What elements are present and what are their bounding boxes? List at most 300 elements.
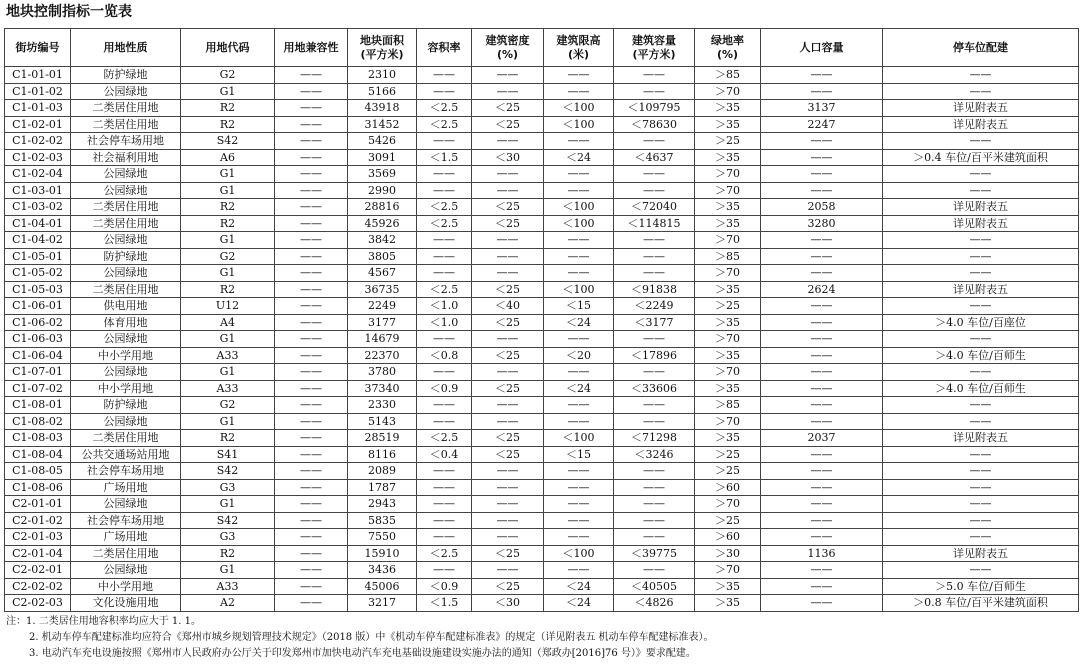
table-cell: ——: [883, 331, 1079, 348]
table-cell: ——: [472, 67, 544, 84]
table-cell: 公园绿地: [71, 364, 181, 381]
table-cell: G2: [181, 67, 275, 84]
table-cell: ——: [472, 562, 544, 579]
table-cell: ——: [614, 496, 695, 513]
table-cell: ——: [417, 512, 472, 529]
table-cell: ——: [275, 83, 348, 100]
table-cell: ＜72040: [614, 199, 695, 216]
table-row: [5, 331, 1079, 348]
table-cell: R2: [181, 430, 275, 447]
table-cell: ＜100: [544, 545, 614, 562]
table-cell: G3: [181, 479, 275, 496]
table-row: [5, 430, 1079, 447]
table-cell: ——: [472, 413, 544, 430]
table-cell: 中小学用地: [71, 347, 181, 364]
table-cell: ——: [275, 133, 348, 150]
table-row: [5, 463, 1079, 480]
table-cell: ——: [883, 133, 1079, 150]
table-cell: ＜25: [472, 116, 544, 133]
table-cell: S41: [181, 446, 275, 463]
table-row: [5, 248, 1079, 265]
table-cell: ——: [472, 133, 544, 150]
table-cell: ——: [472, 529, 544, 546]
table-cell: ——: [761, 248, 883, 265]
table-row: [5, 314, 1079, 331]
table-cell: ——: [544, 166, 614, 183]
header-cell: 建筑限高 (米): [544, 29, 614, 67]
table-cell: ——: [275, 380, 348, 397]
table-cell: ——: [275, 595, 348, 612]
table-cell: 公园绿地: [71, 413, 181, 430]
table-cell: ——: [614, 562, 695, 579]
table-cell: ＜2.5: [417, 215, 472, 232]
table-cell: C1-02-03: [5, 149, 71, 166]
table-cell: ——: [275, 562, 348, 579]
table-cell: ——: [275, 265, 348, 282]
table-cell: R2: [181, 116, 275, 133]
table-cell: ＞60: [695, 529, 761, 546]
table-cell: 3177: [348, 314, 417, 331]
table-cell: ——: [417, 562, 472, 579]
table-cell: ——: [275, 496, 348, 513]
table-cell: ——: [761, 512, 883, 529]
table-cell: 3842: [348, 232, 417, 249]
table-cell: ——: [275, 430, 348, 447]
table-cell: ——: [417, 265, 472, 282]
table-cell: C1-08-04: [5, 446, 71, 463]
table-cell: A6: [181, 149, 275, 166]
table-cell: C1-03-02: [5, 199, 71, 216]
table-cell: ——: [417, 83, 472, 100]
table-cell: ——: [544, 397, 614, 414]
table-cell: G1: [181, 562, 275, 579]
table-cell: ——: [275, 116, 348, 133]
table-cell: ＜78630: [614, 116, 695, 133]
table-cell: ——: [614, 232, 695, 249]
table-cell: ＞70: [695, 496, 761, 513]
table-cell: ＜25: [472, 347, 544, 364]
header-row: [5, 29, 1079, 67]
table-cell: ——: [275, 397, 348, 414]
table-cell: ——: [417, 479, 472, 496]
table-cell: R2: [181, 281, 275, 298]
table-cell: 广场用地: [71, 529, 181, 546]
table-cell: ＜100: [544, 199, 614, 216]
table-row: [5, 67, 1079, 84]
table-cell: ＞0.8 车位/百平米建筑面积: [883, 595, 1079, 612]
table-cell: ＞35: [695, 149, 761, 166]
table-cell: ——: [614, 479, 695, 496]
table-cell: 公园绿地: [71, 496, 181, 513]
table-cell: A33: [181, 380, 275, 397]
table-cell: ＜25: [472, 545, 544, 562]
table-cell: 社会停车场用地: [71, 463, 181, 480]
table-cell: ＞35: [695, 578, 761, 595]
table-cell: C1-03-01: [5, 182, 71, 199]
table-cell: ＜25: [472, 215, 544, 232]
table-cell: G1: [181, 232, 275, 249]
table-cell: ——: [472, 463, 544, 480]
table-cell: 43918: [348, 100, 417, 117]
table-cell: ——: [761, 578, 883, 595]
table-cell: ——: [761, 446, 883, 463]
note-3: 3. 电动汽车充电设施按照《郑州市人民政府办公厅关于印发郑州市加快电动汽车充电基础设施建设实施办法的通知（郑政办[2016]76 号）》要求配建。: [29, 648, 696, 659]
table-cell: ＜91838: [614, 281, 695, 298]
table-cell: 二类居住用地: [71, 430, 181, 447]
table-cell: 详见附表五: [883, 545, 1079, 562]
table-cell: ——: [883, 364, 1079, 381]
table-cell: ＞25: [695, 512, 761, 529]
table-cell: 详见附表五: [883, 430, 1079, 447]
table-cell: ——: [761, 67, 883, 84]
table-cell: ＞70: [695, 562, 761, 579]
table-cell: ＜3246: [614, 446, 695, 463]
table-cell: C1-04-02: [5, 232, 71, 249]
table-cell: R2: [181, 215, 275, 232]
table-cell: ＞85: [695, 67, 761, 84]
table-cell: ——: [275, 347, 348, 364]
table-cell: ＞4.0 车位/百师生: [883, 347, 1079, 364]
table-cell: ＜2.5: [417, 100, 472, 117]
table-cell: ——: [883, 265, 1079, 282]
table-cell: ——: [544, 83, 614, 100]
table-cell: 公园绿地: [71, 83, 181, 100]
header-cell: 建筑密度 (%): [472, 29, 544, 67]
table-cell: ——: [417, 166, 472, 183]
table-cell: ——: [544, 364, 614, 381]
table-cell: 社会停车场用地: [71, 133, 181, 150]
table-cell: ＜100: [544, 430, 614, 447]
table-cell: ——: [417, 413, 472, 430]
table-cell: 详见附表五: [883, 116, 1079, 133]
table-cell: ＞70: [695, 331, 761, 348]
table-cell: 二类居住用地: [71, 545, 181, 562]
table-cell: C1-01-01: [5, 67, 71, 84]
table-cell: ——: [761, 182, 883, 199]
header-cell: 用地兼容性: [275, 29, 348, 67]
table-cell: ——: [275, 529, 348, 546]
table-cell: ＞35: [695, 430, 761, 447]
table-cell: ＞25: [695, 298, 761, 315]
table-cell: ——: [472, 496, 544, 513]
table-cell: 2247: [761, 116, 883, 133]
table-cell: ＜3177: [614, 314, 695, 331]
table-cell: ——: [275, 479, 348, 496]
table-cell: ——: [275, 166, 348, 183]
table-cell: 中小学用地: [71, 578, 181, 595]
header-cell: 绿地率 (%): [695, 29, 761, 67]
table-cell: ＞85: [695, 248, 761, 265]
table-cell: G2: [181, 248, 275, 265]
table-cell: 详见附表五: [883, 281, 1079, 298]
table-cell: ——: [417, 397, 472, 414]
table-cell: 二类居住用地: [71, 116, 181, 133]
table-cell: 二类居住用地: [71, 281, 181, 298]
table-cell: 二类居住用地: [71, 100, 181, 117]
table-cell: 2089: [348, 463, 417, 480]
table-cell: ＜30: [472, 595, 544, 612]
table-cell: S42: [181, 512, 275, 529]
table-cell: 5426: [348, 133, 417, 150]
table-cell: 22370: [348, 347, 417, 364]
table-cell: ＞85: [695, 397, 761, 414]
table-row: [5, 298, 1079, 315]
table-cell: ＜15: [544, 298, 614, 315]
table-cell: 防护绿地: [71, 67, 181, 84]
table-cell: ——: [614, 265, 695, 282]
table-cell: ＜24: [544, 380, 614, 397]
table-cell: ——: [544, 463, 614, 480]
table-cell: ——: [275, 512, 348, 529]
table-row: [5, 166, 1079, 183]
table-cell: ——: [614, 529, 695, 546]
table-cell: ——: [472, 512, 544, 529]
header-cell: 用地代码: [181, 29, 275, 67]
table-cell: ＜30: [472, 149, 544, 166]
table-row: [5, 281, 1079, 298]
table-cell: ——: [614, 463, 695, 480]
table-cell: 公共交通场站用地: [71, 446, 181, 463]
table-cell: ＜39775: [614, 545, 695, 562]
table-cell: ——: [275, 413, 348, 430]
table-cell: ——: [761, 83, 883, 100]
table-cell: 2990: [348, 182, 417, 199]
table-cell: C1-02-04: [5, 166, 71, 183]
header-cell: 停车位配建: [883, 29, 1079, 67]
table-cell: 37340: [348, 380, 417, 397]
table-cell: ——: [472, 397, 544, 414]
table-cell: 2058: [761, 199, 883, 216]
table-cell: ——: [275, 149, 348, 166]
table-cell: A4: [181, 314, 275, 331]
table-cell: ——: [883, 562, 1079, 579]
note-2: 2. 机动车停车配建标准均应符合《郑州市城乡规划管理技术规定》（2018 版）中《机动车停车配建标准表》的规定（详见附表五 机动车停车配建标准表）。: [29, 632, 714, 643]
table-cell: ——: [761, 298, 883, 315]
table-cell: ——: [761, 232, 883, 249]
table-cell: 3137: [761, 100, 883, 117]
table-cell: ＜1.5: [417, 595, 472, 612]
table-cell: 5835: [348, 512, 417, 529]
table-cell: ——: [544, 496, 614, 513]
table-cell: C1-05-03: [5, 281, 71, 298]
table-cell: ——: [544, 512, 614, 529]
table-cell: ＞35: [695, 215, 761, 232]
table-row: [5, 578, 1079, 595]
table-cell: ——: [417, 463, 472, 480]
table-cell: ＞35: [695, 116, 761, 133]
table-cell: ＞25: [695, 133, 761, 150]
table-row: [5, 545, 1079, 562]
table-row: [5, 479, 1079, 496]
table-cell: ＜114815: [614, 215, 695, 232]
table-title: 地块控制指标一览表: [6, 4, 132, 20]
table-cell: 3280: [761, 215, 883, 232]
table-cell: 28519: [348, 430, 417, 447]
table-cell: 体育用地: [71, 314, 181, 331]
table-cell: ——: [883, 413, 1079, 430]
table-cell: 防护绿地: [71, 397, 181, 414]
table-cell: ——: [614, 413, 695, 430]
table-row: [5, 199, 1079, 216]
table-cell: 公园绿地: [71, 562, 181, 579]
table-cell: G1: [181, 364, 275, 381]
header-cell: 街坊编号: [5, 29, 71, 67]
table-cell: 7550: [348, 529, 417, 546]
table-cell: ——: [883, 166, 1079, 183]
table-cell: ——: [761, 413, 883, 430]
table-cell: ——: [761, 314, 883, 331]
table-row: [5, 232, 1079, 249]
table-cell: C1-06-04: [5, 347, 71, 364]
table-cell: ——: [472, 166, 544, 183]
table-cell: 详见附表五: [883, 199, 1079, 216]
table-cell: ——: [614, 397, 695, 414]
table-cell: ——: [883, 446, 1079, 463]
table-cell: A33: [181, 578, 275, 595]
table-cell: ＜33606: [614, 380, 695, 397]
table-cell: ——: [544, 67, 614, 84]
table-row: [5, 397, 1079, 414]
table-cell: C2-02-01: [5, 562, 71, 579]
table-cell: ——: [614, 248, 695, 265]
table-cell: ——: [275, 100, 348, 117]
table-cell: C1-08-03: [5, 430, 71, 447]
table-row: [5, 529, 1079, 546]
table-cell: ——: [417, 133, 472, 150]
table-row: [5, 364, 1079, 381]
table-cell: C2-02-02: [5, 578, 71, 595]
table-cell: ＞70: [695, 265, 761, 282]
table-cell: G1: [181, 265, 275, 282]
table-cell: ——: [544, 182, 614, 199]
table-cell: ——: [614, 83, 695, 100]
table-row: [5, 215, 1079, 232]
table-cell: ——: [544, 331, 614, 348]
table-cell: G3: [181, 529, 275, 546]
note-1: 注：1. 二类居住用地容积率均应大于 1. 1。: [6, 616, 201, 627]
table-cell: ——: [761, 380, 883, 397]
table-cell: G1: [181, 166, 275, 183]
table-row: [5, 116, 1079, 133]
table-row: [5, 182, 1079, 199]
table-cell: ＜71298: [614, 430, 695, 447]
table-cell: ＜0.8: [417, 347, 472, 364]
table-cell: ＜25: [472, 199, 544, 216]
table-row: [5, 562, 1079, 579]
table-cell: C1-04-01: [5, 215, 71, 232]
table-cell: 8116: [348, 446, 417, 463]
table-cell: ＜25: [472, 314, 544, 331]
header-cell: 地块面积 (平方米): [348, 29, 417, 67]
table-cell: ——: [614, 512, 695, 529]
table-cell: ＜100: [544, 215, 614, 232]
table-cell: 5166: [348, 83, 417, 100]
table-cell: ＜4637: [614, 149, 695, 166]
table-cell: ＜40: [472, 298, 544, 315]
table-cell: 45926: [348, 215, 417, 232]
table-cell: 2249: [348, 298, 417, 315]
table-cell: ——: [761, 562, 883, 579]
table-cell: ——: [472, 232, 544, 249]
table-cell: ——: [472, 248, 544, 265]
table-cell: ——: [614, 166, 695, 183]
table-cell: ——: [275, 314, 348, 331]
table-cell: R2: [181, 199, 275, 216]
table-cell: C1-05-02: [5, 265, 71, 282]
table-cell: ＞25: [695, 463, 761, 480]
table-cell: ＞35: [695, 199, 761, 216]
table-cell: 3780: [348, 364, 417, 381]
table-row: [5, 496, 1079, 513]
table-cell: ＜4826: [614, 595, 695, 612]
table-cell: ＞35: [695, 314, 761, 331]
table-cell: ——: [761, 166, 883, 183]
table-cell: ——: [544, 413, 614, 430]
table-cell: ——: [544, 133, 614, 150]
table-cell: ＞70: [695, 83, 761, 100]
header-cell: 建筑容量 (平方米): [614, 29, 695, 67]
table-cell: ＞35: [695, 100, 761, 117]
table-cell: ——: [761, 133, 883, 150]
table-cell: G1: [181, 413, 275, 430]
table-cell: ＜1.0: [417, 298, 472, 315]
table-cell: ——: [275, 364, 348, 381]
table-cell: C1-08-05: [5, 463, 71, 480]
table-cell: ＞60: [695, 479, 761, 496]
table-cell: ——: [417, 232, 472, 249]
table-cell: ＞25: [695, 446, 761, 463]
table-cell: ——: [472, 265, 544, 282]
table-cell: ——: [614, 364, 695, 381]
table-cell: ＞70: [695, 364, 761, 381]
table-cell: 2330: [348, 397, 417, 414]
table-cell: C2-01-01: [5, 496, 71, 513]
table-cell: ——: [544, 248, 614, 265]
table-cell: ——: [761, 479, 883, 496]
table-cell: ＜100: [544, 281, 614, 298]
table-cell: 15910: [348, 545, 417, 562]
table-row: [5, 595, 1079, 612]
table-cell: ＜40505: [614, 578, 695, 595]
table-cell: 5143: [348, 413, 417, 430]
table-cell: 1136: [761, 545, 883, 562]
table-cell: ——: [761, 595, 883, 612]
table-cell: ＞70: [695, 232, 761, 249]
table-cell: A2: [181, 595, 275, 612]
table-cell: ——: [275, 199, 348, 216]
table-cell: 社会停车场用地: [71, 512, 181, 529]
table-cell: A33: [181, 347, 275, 364]
table-cell: ——: [544, 232, 614, 249]
table-cell: C1-07-02: [5, 380, 71, 397]
table-cell: ＞35: [695, 347, 761, 364]
table-cell: ＜20: [544, 347, 614, 364]
table-cell: ——: [275, 281, 348, 298]
table-cell: ＞0.4 车位/百平米建筑面积: [883, 149, 1079, 166]
table-cell: 3569: [348, 166, 417, 183]
table-cell: ——: [544, 265, 614, 282]
table-cell: ＜2.5: [417, 199, 472, 216]
table-cell: ＜2.5: [417, 116, 472, 133]
table-cell: C2-01-03: [5, 529, 71, 546]
table-cell: ——: [544, 562, 614, 579]
table-cell: ＞35: [695, 281, 761, 298]
table-cell: C1-02-01: [5, 116, 71, 133]
table-cell: ＜1.5: [417, 149, 472, 166]
table-row: [5, 413, 1079, 430]
table-cell: 公园绿地: [71, 232, 181, 249]
table-cell: ＜0.9: [417, 578, 472, 595]
